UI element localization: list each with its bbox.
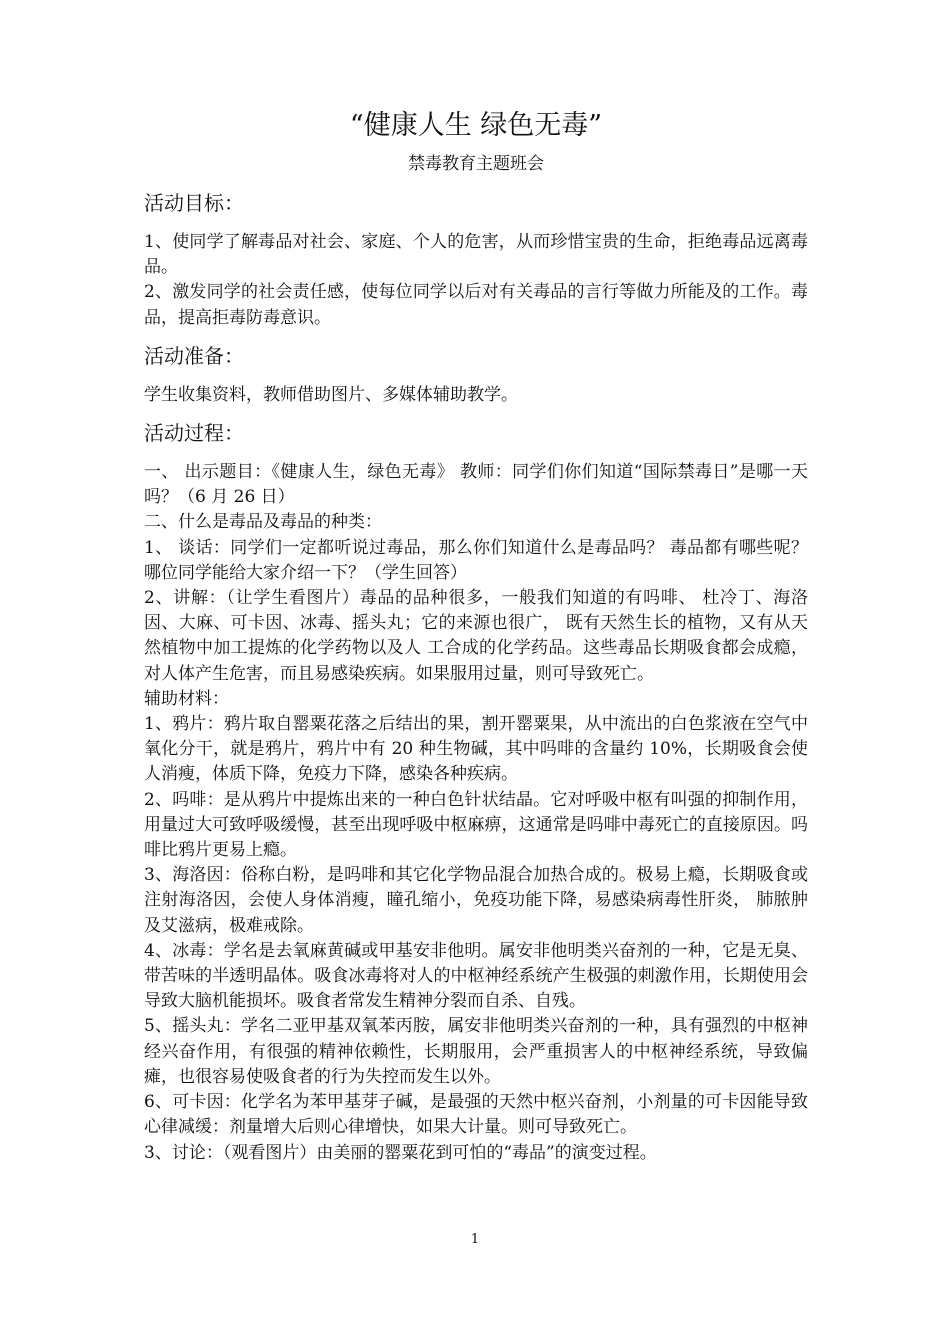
goal-item: 1、使同学了解毒品对社会、家庭、个人的危害，从而珍惜宝贵的生命，拒绝毒品远离毒品。 [144,232,808,278]
section-heading-goals: 活动目标： [144,191,244,215]
prep-block [144,383,808,408]
process-paragraph: 2、讲解：（让学生看图片）毒品的品种很多，一般我们知道的有吗啡、 杜冷丁、海洛因、大麻、可卡因、冰毒、摇头丸；它的来源也很广， 既有天然生长的植物，又有从天然植物中加工提炼的化学药物以及人 工合成的化学药品。这些毒品长期吸食都会成瘾，对人体产生危害，而且易感染疾病。如果服用过量，则可导致死亡。 [144,588,808,684]
page-content [144,104,808,1168]
process-paragraph: 5、摇头丸：学名二亚甲基双氧苯丙胺，属安非他明类兴奋剂的一种，具有强烈的中枢神经兴奋作用，有很强的精神依赖性，长期服用，会严重损害人的中枢神经系统，导致偏瘫，也很容易使吸食者的行为失控而发生以外。 [144,1016,808,1087]
goals-list [144,230,808,331]
process-paragraph: 3、讨论：（观看图片）由美丽的罂粟花到可怕的“毒品”的演变过程。 [144,1142,657,1163]
process-paragraph: 1、 谈话：同学们一定都听说过毒品，那么你们知道什么是毒品吗？ 毒品都有哪些呢？哪位同学能给大家介绍一下？（学生回答） [144,537,808,583]
process-paragraph: 辅助材料： [144,688,229,709]
process-paragraph: 二、什么是毒品及毒品的种类： [144,512,382,533]
document-subtitle: 禁毒教育主题班会 [408,154,544,174]
process-paragraph: 1、鸦片：鸦片取自罂粟花落之后结出的果，割开罂粟果，从中流出的白色浆液在空气中氧化分干，就是鸦片，鸦片中有 20 种生物碱，其中吗啡的含量约 10%，长期吸食会使人消瘦，体质下降，免疫力下降，感染各种疾病。 [144,714,808,785]
section-heading-prep: 活动准备： [144,343,244,368]
process-paragraph: 6、可卡因：化学名为苯甲基芽子碱，是最强的天然中枢兴奋剂，小剂量的可卡因能导致心律减缓：剂量增大后则心律增快，如果大计量。则可导致死亡。 [144,1092,808,1138]
process-paragraph: 4、冰毒：学名是去氧麻黄碱或甲基安非他明。属安非他明类兴奋剂的一种，它是无臭、带苦味的半透明晶体。吸食冰毒将对人的中枢神经系统产生极强的刺激作用，长期使用会导致大脑机能损坏。吸食者常发生精神分裂而自杀、自残。 [144,940,808,1012]
process-paragraph: 2、吗啡：是从鸦片中提炼出来的一种白色针状结晶。它对呼吸中枢有叫强的抑制作用，用量过大可致呼吸缓慢，甚至出现呼吸中枢麻痹，这通常是吗啡中毒死亡的直接原因。吗啡比鸦片更易上瘾。 [144,789,808,861]
document-title: “健康人生 绿色无毒” [349,110,603,141]
process-paragraph: 3、海洛因：俗称白粉，是吗啡和其它化学物品混合加热合成的。极易上瘾，长期吸食或注射海洛因，会使人身体消瘦，瞳孔缩小，免疫功能下降，易感染病毒性肝炎， 肺脓肿及艾滋病，极难戒除。 [144,865,808,936]
process-paragraph: 一、 出示题目：《健康人生，绿色无毒》 教师：同学们你们知道“国际禁毒日”是哪一天吗？（6 月 26 日） [144,462,808,508]
page-number: 1 [470,1232,480,1247]
process-block [144,460,808,1166]
goal-item: 2、激发同学的社会责任感，使每位同学以后对有关毒品的言行等做力所能及的工作。毒 品，提高拒毒防毒意识。 [144,282,808,328]
prep-text: 学生收集资料，教师借助图片、多媒体辅助教学。 [144,384,518,405]
section-heading-process: 活动过程： [144,421,244,446]
